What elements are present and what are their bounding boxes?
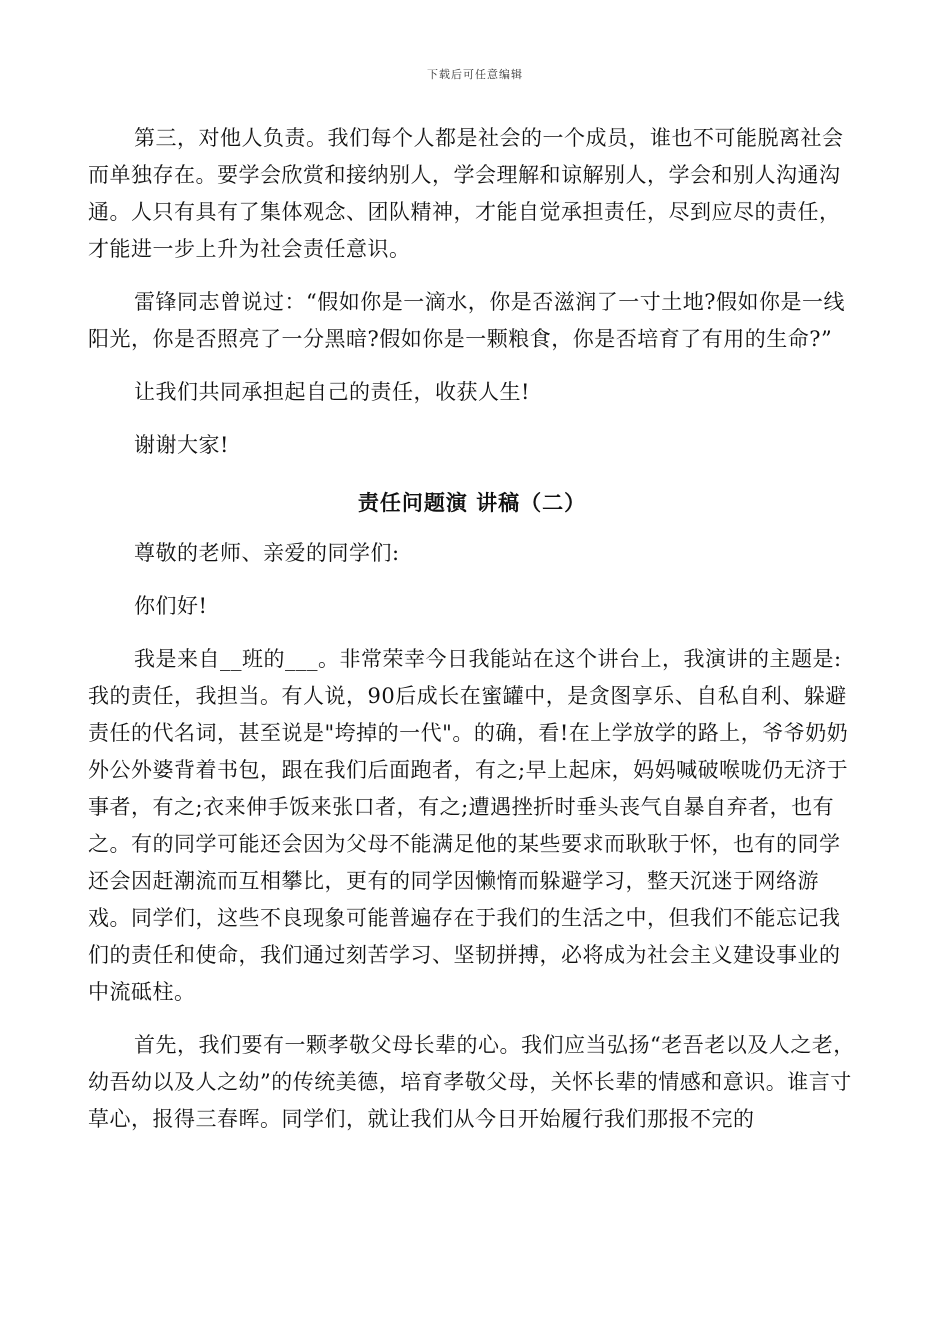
paragraph: 尊敬的老师、亲爱的同学们: bbox=[134, 541, 400, 565]
paragraph: 首先，我们要有一颗孝敬父母长辈的心。我们应当弘扬“老吾老以及人之老，幼吾幼以及人之幼”的传统美德，培育孝敬父母，关怀长辈的情感和意识。谁言寸草心，报得三春晖。同学们，就让我们从今日开始履行我们那报不完的 bbox=[88, 1033, 855, 1131]
paragraph: 你们好! bbox=[134, 594, 208, 618]
document-body bbox=[88, 120, 856, 1138]
paragraph: 谢谢大家! bbox=[134, 433, 229, 457]
paragraph: 第三，对他人负责。我们每个人都是社会的一个成员，谁也不可能脱离社会而单独存在。要学会欣赏和接纳别人，学会理解和谅解别人，学会和别人沟通沟通。人只有具有了集体观念、团队精神，才能自觉承担责任，尽到应尽的责任，才能进一步上升为社会责任意识。 bbox=[88, 126, 844, 261]
section-title: 责任问题演 讲稿（二） bbox=[357, 490, 587, 515]
page-header: 下载后可任意编辑 bbox=[427, 68, 523, 81]
paragraph: 雷锋同志曾说过：“假如你是一滴水，你是否滋润了一寸土地?假如你是一线阳光，你是否照亮了一分黑暗?假如你是一颗粮食，你是否培育了有用的生命?” bbox=[88, 290, 845, 351]
paragraph: 让我们共同承担起自己的责任，收获人生! bbox=[134, 380, 530, 404]
paragraph: 我是来自__班的___。非常荣幸今日我能站在这个讲台上，我演讲的主题是:我的责任，我担当。有人说，90后成长在蜜罐中，是贪图享乐、自私自利、躲避责任的代名词，甚至说是"垮掉的一代"。的确，看!在上学放学的路上，爷爷奶奶外公外婆背着书包，跟在我们后面跑者，有之;早上起床，妈妈喊破喉咙仍无济于事者，有之;衣来伸手饭来张口者，有之;遭遇挫折时垂头丧气自暴自弃者，也有之。有的同学可能还会因为父母不能满足他的某些要求而耿耿于怀，也有的同学还会因赶潮流而互相攀比，更有的同学因懒惰而躲避学习，整天沉迷于网络游戏。同学们，这些不良现象可能普遍存在于我们的生活之中，但我们不能忘记我们的责任和使命，我们通过刻苦学习、坚韧拼搏，必将成为社会主义建设事业的中流砥柱。 bbox=[88, 647, 849, 1004]
